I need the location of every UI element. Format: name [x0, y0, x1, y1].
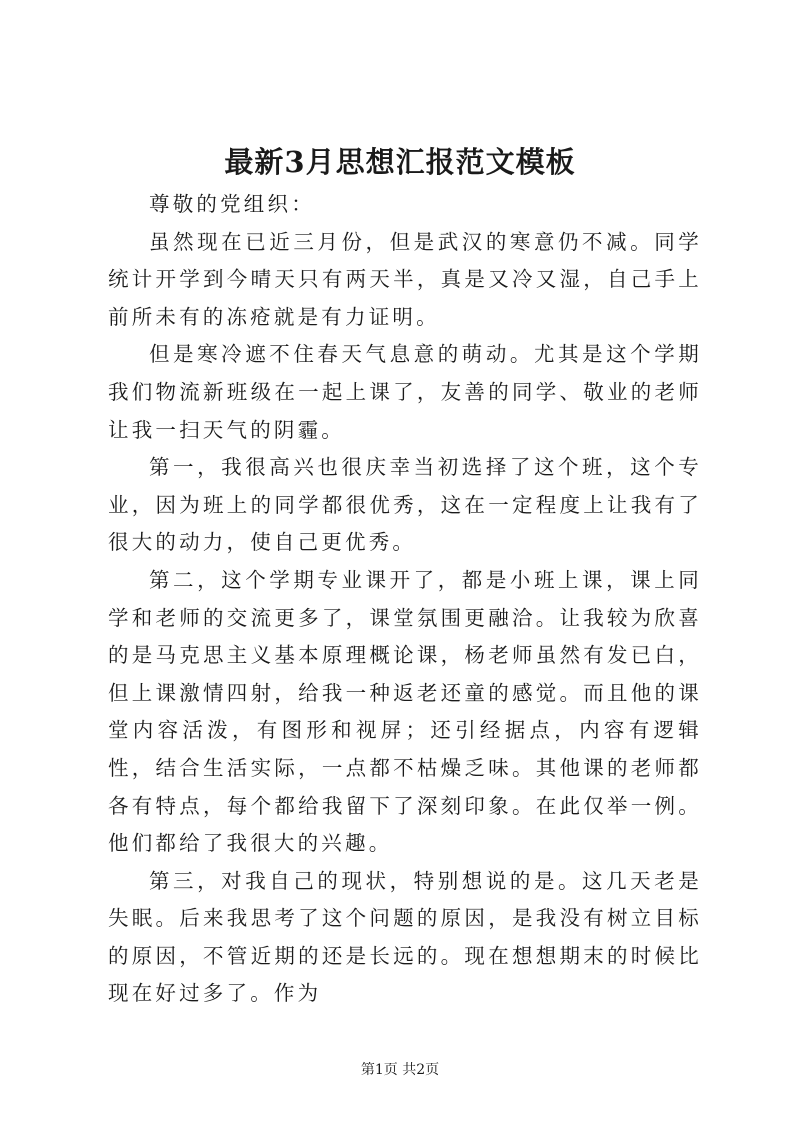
page-number-footer: 第1页 共2页: [360, 1062, 440, 1078]
paragraph-1: 虽然现在已近三月份，但是武汉的寒意仍不减。同学统计开学到今晴天只有两天半，真是又冷又湿，自己手上前所未有的冻疮就是有力证明。: [108, 229, 702, 329]
paragraph-4: 第二，这个学期专业课开了，都是小班上课，课上同学和老师的交流更多了，课堂氛围更融洽。让我较为欣喜的是马克思主义基本原理概论课，杨老师虽然有发已白，但上课激情四射，给我一种返老还童的感觉。而且他的课堂内容活泼，有图形和视屏；还引经据点，内容有逻辑性，结合生活实际，一点都不枯燥乏味。其他课的老师都各有特点，每个都给我留下了深刻印象。在此仅举一例。他们都给了我很大的兴趣。: [108, 567, 702, 856]
document-body: [108, 186, 702, 1013]
salutation: 尊敬的党组织：: [149, 192, 315, 216]
document-title: 最新3月思想汇报范文模板: [224, 145, 576, 179]
paragraph-3: 第一，我很高兴也很庆幸当初选择了这个班，这个专业，因为班上的同学都很优秀，这在一定程度上让我有了很大的动力，使自己更优秀。: [108, 455, 702, 555]
paragraph-5: 第三，对我自己的现状，特别想说的是。这几天老是失眠。后来我思考了这个问题的原因，是我没有树立目标的原因，不管近期的还是长远的。现在想想期末的时候比现在好过多了。作为: [108, 868, 702, 1006]
paragraph-2: 但是寒冷遮不住春天气息意的萌动。尤其是这个学期我们物流新班级在一起上课了，友善的同学、敬业的老师让我一扫天气的阴霾。: [108, 342, 702, 442]
